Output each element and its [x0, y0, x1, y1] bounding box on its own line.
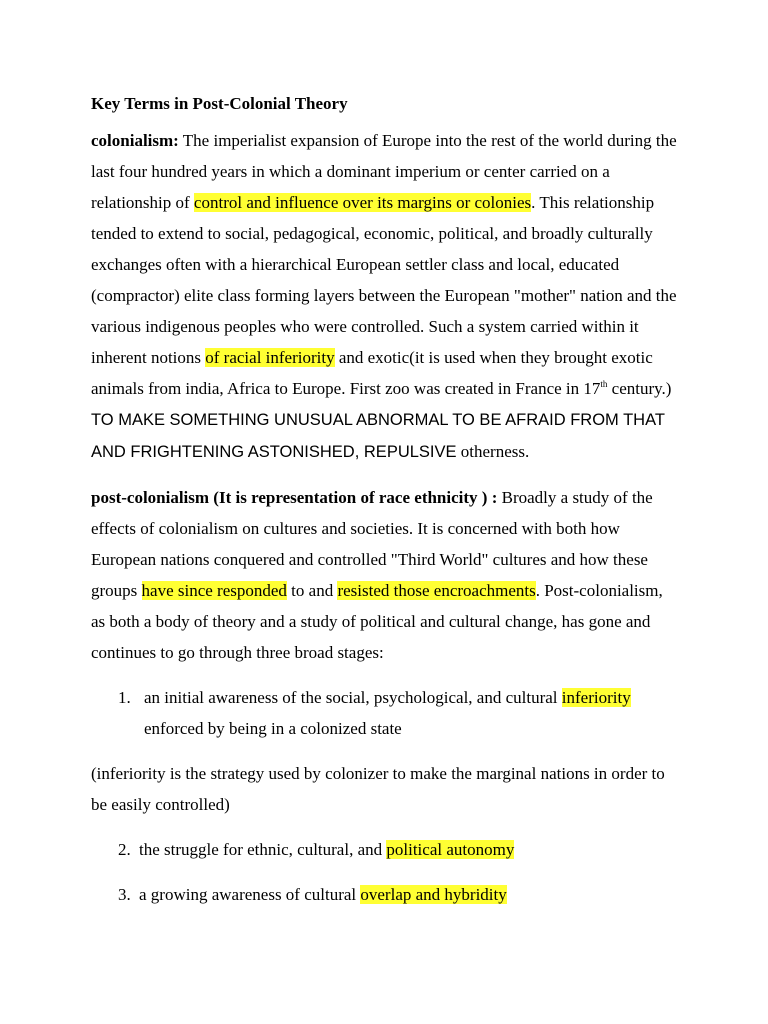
- list-item-text: [144, 682, 681, 744]
- postcolonialism-text-2: to and: [286, 581, 338, 600]
- highlight-overlap-hybridity: overlap and hybridity: [360, 885, 507, 904]
- stage-text-after: enforced by being in a colonized state: [144, 719, 402, 738]
- postcolonialism-text-3: . Post-colonialism, as both a body of theory and a study of political and cultural change, has gone and continues to go through three broad stages:: [91, 581, 663, 662]
- stage-text: a growing awareness of cultural: [139, 885, 361, 904]
- colonialism-text-4: century.): [607, 379, 672, 398]
- highlight-control-influence: control and influence over its margins or colonies: [193, 193, 532, 212]
- list-number: 2.: [118, 840, 131, 859]
- postcolonialism-term: post-colonialism (It is representation of race ethnicity ) :: [91, 488, 498, 507]
- list-item-stage-2: [118, 834, 681, 865]
- postcolonialism-paragraph: [91, 482, 681, 668]
- colonialism-text-5: otherness.: [456, 442, 530, 461]
- colonialism-paragraph: [91, 125, 681, 468]
- list-item-text: [139, 834, 681, 865]
- list-number: 3.: [118, 885, 131, 904]
- stage-text: an initial awareness of the social, psychological, and cultural: [144, 688, 562, 707]
- colonialism-text-1: The imperialist expansion of Europe into the rest of the world during the last four hundred years in which a dominant imperium or center carried on a relationship of: [91, 131, 677, 212]
- list-item-text: [139, 879, 681, 910]
- colonialism-term: colonialism:: [91, 131, 179, 150]
- stage-text: the struggle for ethnic, cultural, and: [139, 840, 387, 859]
- highlight-resisted: resisted those encroachments: [337, 581, 536, 600]
- highlight-racial-inferiority: of racial inferiority: [205, 348, 335, 367]
- colonialism-caps-text: TO MAKE SOMETHING UNUSUAL ABNORMAL TO BE AFRAID FROM THAT AND FRIGHTENING ASTONISHED, REPULSIVE: [91, 411, 665, 461]
- highlight-responded: have since responded: [141, 581, 287, 600]
- highlight-inferiority: inferiority: [561, 688, 631, 707]
- inferiority-note: (inferiority is the strategy used by colonizer to make the marginal nations in order to be easily controlled): [91, 764, 665, 814]
- list-number: 1.: [118, 688, 131, 707]
- document-body: [91, 88, 681, 910]
- list-item-stage-1: [118, 682, 681, 744]
- highlight-political-autonomy: political autonomy: [386, 840, 515, 859]
- document-title: Key Terms in Post-Colonial Theory: [91, 94, 348, 113]
- postcolonialism-text-1: Broadly a study of the effects of colonialism on cultures and societies. It is concerned with both how European nations conquered and controlled "Third World" cultures and how these groups: [91, 488, 653, 600]
- ordinal-superscript: th: [600, 379, 608, 389]
- colonialism-text-2: . This relationship tended to extend to social, pedagogical, economic, political, and broadly culturally exchanges often with a hierarchical European settler class and local, educated (compractor) elite class forming layers between the European "mother" nation and the various indigenous peoples who were controlled. Such a system carried within it inherent notions: [91, 193, 677, 367]
- list-item-stage-3: [118, 879, 681, 910]
- colonialism-text-3: and exotic(it is used when they brought exotic animals from india, Africa to Europe. First zoo was created in France in 17: [91, 348, 653, 398]
